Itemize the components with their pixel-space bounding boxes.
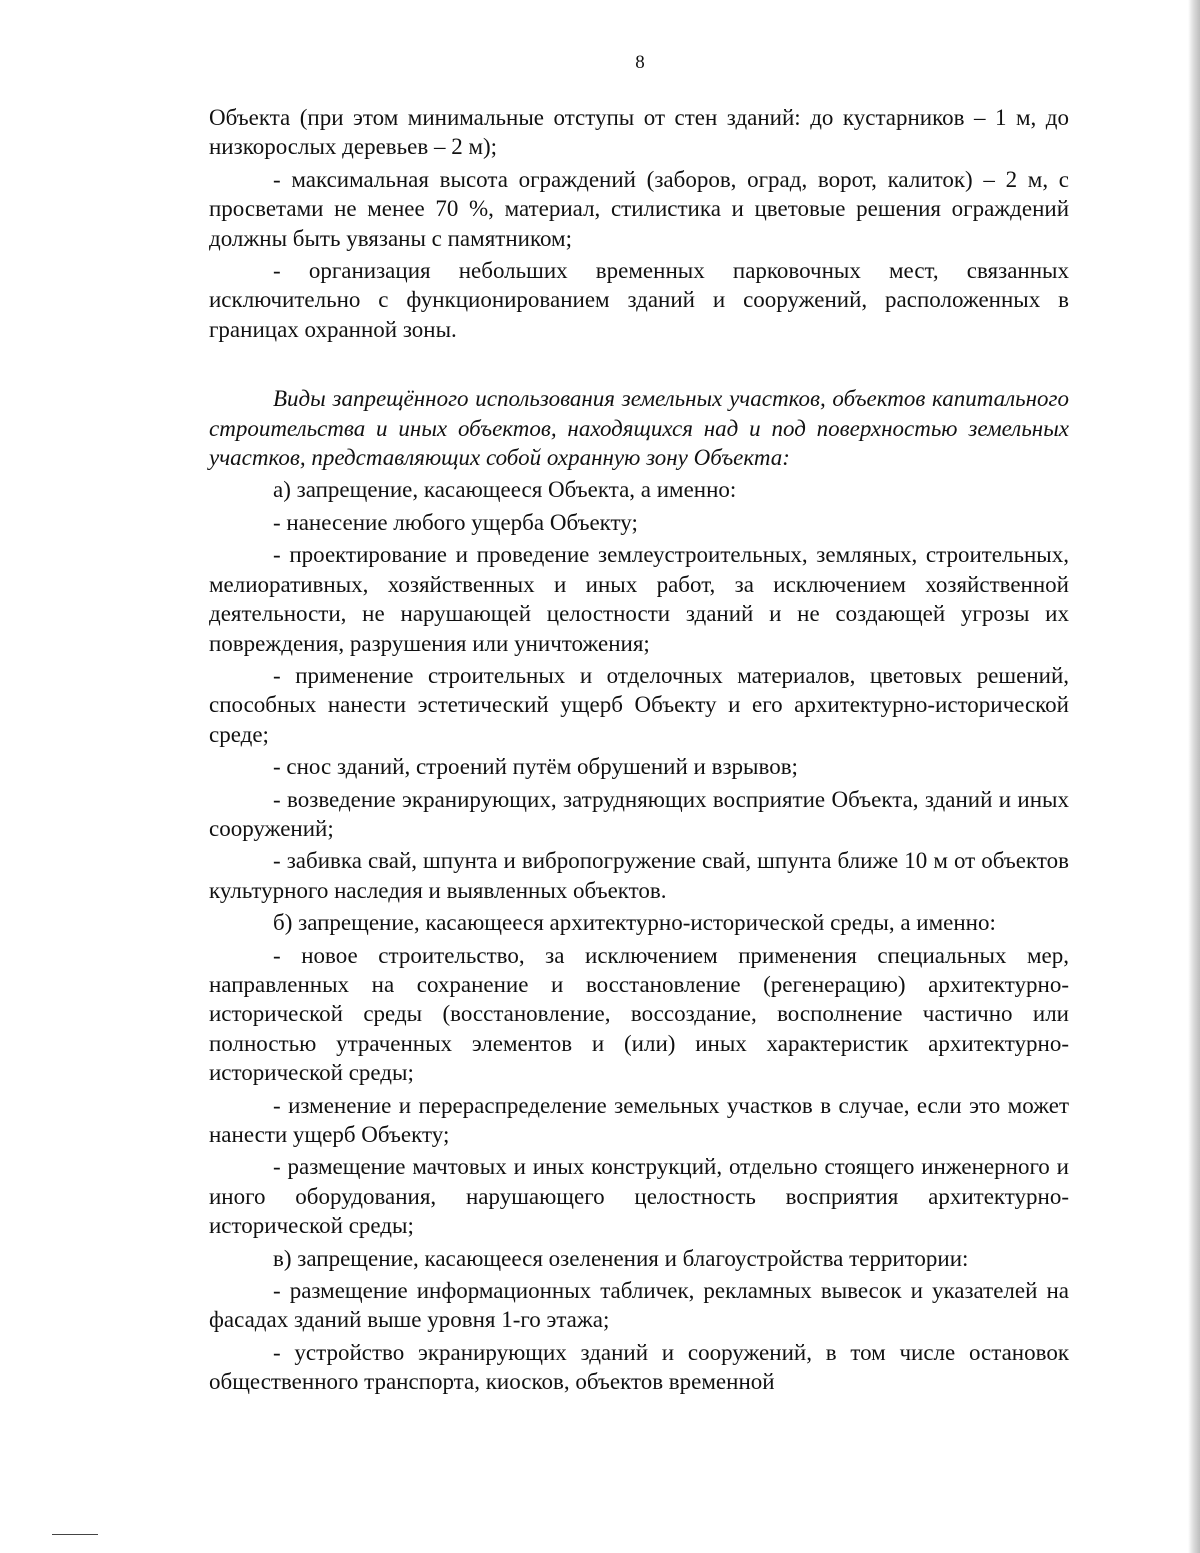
paragraph: в) запрещение, касающееся озеленения и благоустройства территории: [273, 1245, 969, 1271]
paragraph: - нанесение любого ущерба Объекту; [273, 509, 638, 535]
paragraph: - проектирование и проведение землеустроительных, земляных, строительных, мелиоративных, хозяйственных и иных работ, за исключением хозяйственной деятельности, не нарушающей целостности зданий и не создающей угрозы их повреждения, разрушения или уничтожения; [209, 542, 1069, 656]
paragraph: - новое строительство, за исключением применения специальных мер, направленных на сохранение и восстановление (регенерацию) архитектурно-исторической среды (восстановление, воссоздание, восполнение частично или полностью утраченных элементов и (или) иных характеристик архитектурно-исторической среды; [209, 942, 1069, 1086]
paragraph: - организация небольших временных парковочных мест, связанных исключительно с функционированием зданий и сооружений, расположенных в границах охранной зоны. [209, 258, 1069, 342]
paragraph: - устройство экранирующих зданий и сооружений, в том числе остановок общественного транспорта, киосков, объектов временной [209, 1339, 1069, 1395]
paragraph: - изменение и перераспределение земельных участков в случае, если это может нанести ущерб Объекту; [209, 1092, 1069, 1147]
paragraph: Объекта (при этом минимальные отступы от стен зданий: до кустарников – 1 м, до низкорослых деревьев – 2 м); [209, 105, 1069, 160]
paragraph: а) запрещение, касающееся Объекта, а именно: [273, 477, 737, 503]
paragraph: - применение строительных и отделочных материалов, цветовых решений, способных нанести эстетический ущерб Объекту и его архитектурно-исторической среде; [209, 662, 1069, 747]
section-heading: Виды запрещённого использования земельных участков, объектов капитального строительства и иных объектов, находящихся над и под поверхностью земельных участков, представляющих собой охранную зону Объекта: [209, 386, 1069, 471]
paragraph: - снос зданий, строений путём обрушений и взрывов; [273, 754, 798, 780]
paragraph: - возведение экранирующих, затрудняющих восприятие Объекта, зданий и иных сооружений; [209, 786, 1069, 841]
paragraph: б) запрещение, касающееся архитектурно-исторической среды, а именно: [273, 910, 996, 936]
paragraph: - размещение мачтовых и иных конструкций, отдельно стоящего инженерного и иного оборудования, нарушающего целостность восприятия архитектурно-исторической среды; [209, 1154, 1069, 1239]
scan-mark [52, 1534, 98, 1535]
scan-edge-shadow [1188, 0, 1200, 1553]
paragraph: - размещение информационных табличек, рекламных вывесок и указателей на фасадах зданий выше уровня 1-го этажа; [209, 1278, 1069, 1333]
page-number: 8 [635, 52, 645, 73]
paragraph: - забивка свай, шпунта и вибропогружение свай, шпунта ближе 10 м от объектов культурного наследия и выявленных объектов. [209, 848, 1069, 903]
paragraph: - максимальная высота ограждений (заборов, оград, ворот, калиток) – 2 м, с просветами не менее 70 %, материал, стилистика и цветовые решения ограждений должны быть увязаны с памятником; [209, 166, 1069, 251]
document-body [209, 103, 1069, 1400]
